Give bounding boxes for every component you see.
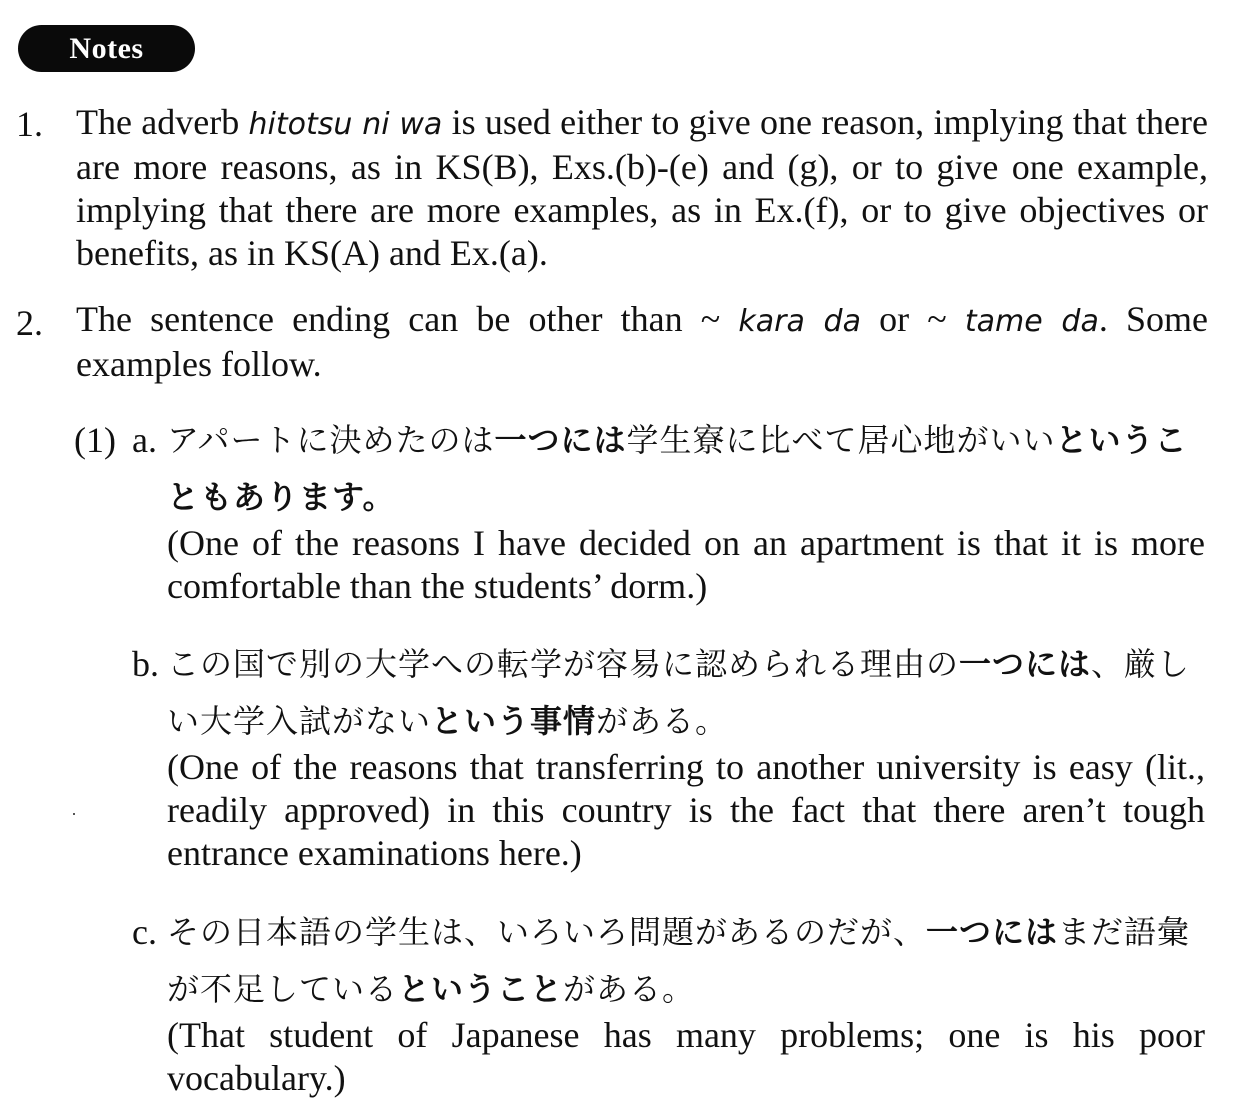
stray-mark [73, 813, 75, 815]
example-group-label: (1) [74, 420, 116, 460]
english-translation: (That student of Japanese has many problems; one is his poor vocabulary.) [167, 1015, 1205, 1098]
term: kara da [738, 304, 861, 339]
english-translation: (One of the reasons that transferring to another university is easy (lit., readily approved) in this country is the fact that there aren’t tough entrance examinations here.) [167, 747, 1205, 873]
term: tame da [964, 304, 1099, 339]
japanese-sentence: この国で別の大学への転学が容易に認められる理由の一つには、厳しい大学入試がないという事情がある。 [167, 645, 1191, 740]
note-text: The sentence ending can be other than ~ kara da or ~ tame da. Some examples follow. [76, 299, 1208, 384]
example-label: a. [132, 420, 157, 460]
example-label: c. [132, 912, 157, 952]
note-number: 2. [16, 303, 43, 343]
note-number: 1. [16, 104, 43, 144]
japanese-sentence: アパートに決めたのは一つには学生寮に比べて居心地がいいということもあります。 [167, 421, 1188, 516]
notes-badge: Notes [18, 25, 195, 72]
english-translation: (One of the reasons I have decided on an apartment is that it is more comfortable than the students’ dorm.) [167, 523, 1205, 606]
note-text: The adverb hitotsu ni wa is used either to give one reason, implying that there are more reasons, as in KS(B), Exs.(b)-(e) and (g), or to give one example, implying that there are more examples, as in Ex.(f), or to give objectives or benefits, as in KS(A) and Ex.(a). [76, 102, 1208, 273]
japanese-sentence: その日本語の学生は、いろいろ問題があるのだが、一つにはまだ語彙が不足しているということがある。 [167, 913, 1191, 1008]
term: hitotsu ni wa [248, 107, 443, 142]
example-label: b. [132, 644, 159, 684]
